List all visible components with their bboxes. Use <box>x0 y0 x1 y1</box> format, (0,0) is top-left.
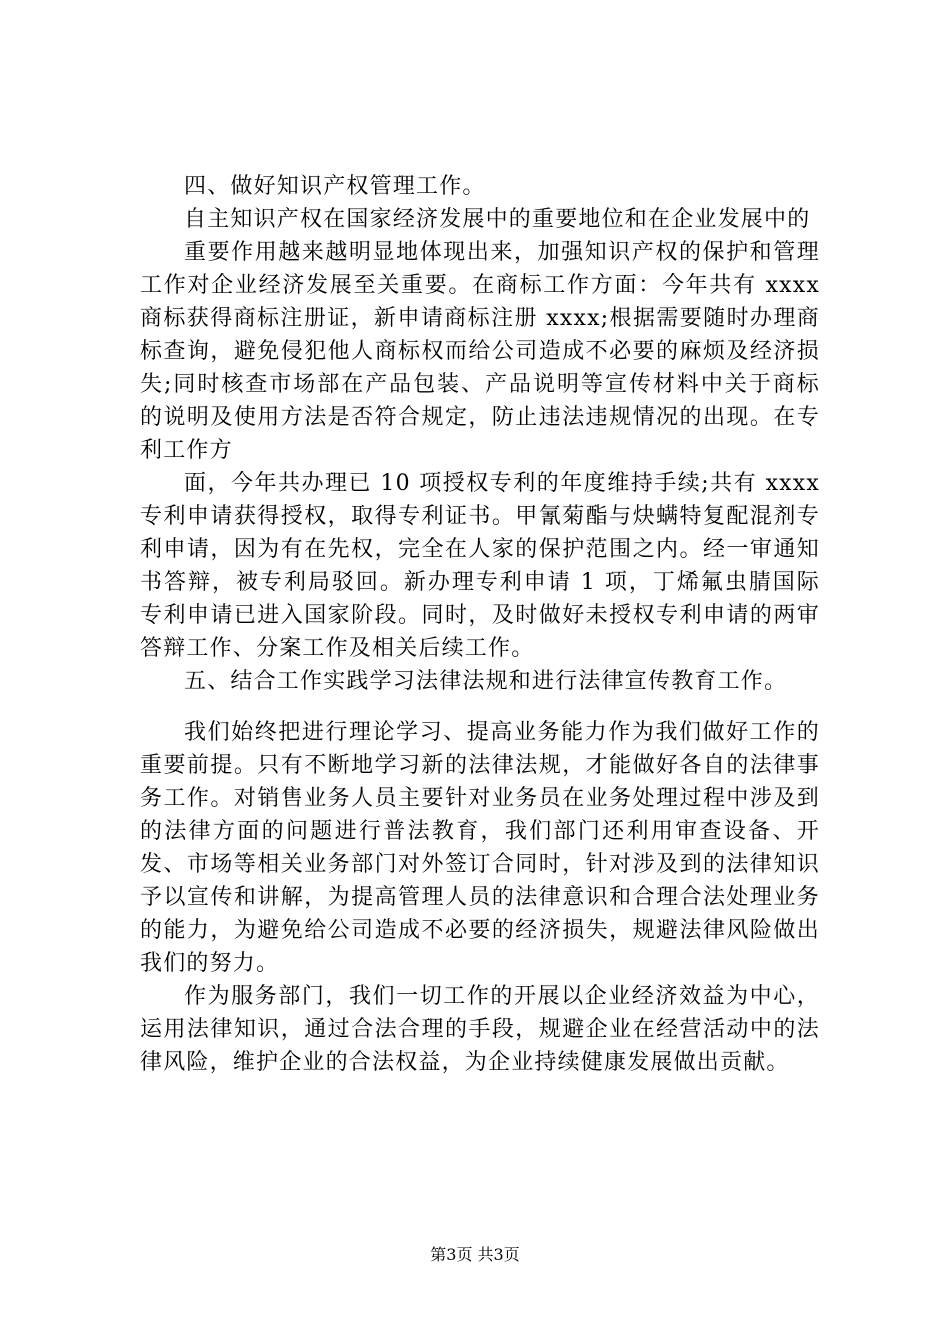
section-heading-ip-management: 四、做好知识产权管理工作。 <box>184 174 486 199</box>
paragraph-service-department: 作为服务部门，我们一切工作的开展以企业经济效益为中心，运用法律知识，通过合法合理的手段，规避企业在经营活动中的法律风险，维护企业的合法权益，为企业持续健康发展做出贡献。 <box>140 984 820 1075</box>
paragraph-ip-intro: 自主知识产权在国家经济发展中的重要地位和在企业发展中的 <box>184 207 811 232</box>
document-body <box>140 170 820 1079</box>
paragraph-patent-work: 面，今年共办理已 10 项授权专利的年度维持手续;共有 xxxx 专利申请获得授权，取得专利证书。甲氰菊酯与炔螨特复配混剂专利申请，因为有在先权，完全在人家的保护范围之内。经一审通知书答辩，被专利局驳回。新办理专利申请 1 项，丁烯氟虫腈国际专利申请已进入国家阶段。同时，及时做好未授权专利申请的两审答辩工作、分案工作及相关后续工作。 <box>140 471 820 661</box>
paragraph-legal-study: 我们始终把进行理论学习、提高业务能力作为我们做好工作的重要前提。只有不断地学习新的法律法规，才能做好各自的法律事务工作。对销售业务人员主要针对业务员在业务处理过程中涉及到的法律方面的问题进行普法教育，我们部门还利用审查设备、开发、市场等相关业务部门对外签订合同时，针对涉及到的法律知识予以宣传和讲解，为提高管理人员的法律意识和合理合法处理业务的能力，为避免给公司造成不必要的经济损失，规避法律风险做出我们的努力。 <box>140 720 820 976</box>
page-number-footer: 第3页 共3页 <box>430 1245 520 1264</box>
paragraph-trademark-work: 重要作用越来越明显地体现出来，加强知识产权的保护和管理工作对企业经济发展至关重要。在商标工作方面：今年共有 xxxx 商标获得商标注册证，新申请商标注册 xxxx;根据需要随时办理商标查询，避免侵犯他人商标权而给公司造成不必要的麻烦及经济损失;同时核查市场部在产品包装、产品说明等宣传材料中关于商标的说明及使用方法是否符合规定，防止违法违规情况的出现。在专利工作方 <box>140 240 820 463</box>
section-heading-legal-education: 五、结合工作实践学习法律法规和进行法律宣传教育工作。 <box>184 669 788 694</box>
